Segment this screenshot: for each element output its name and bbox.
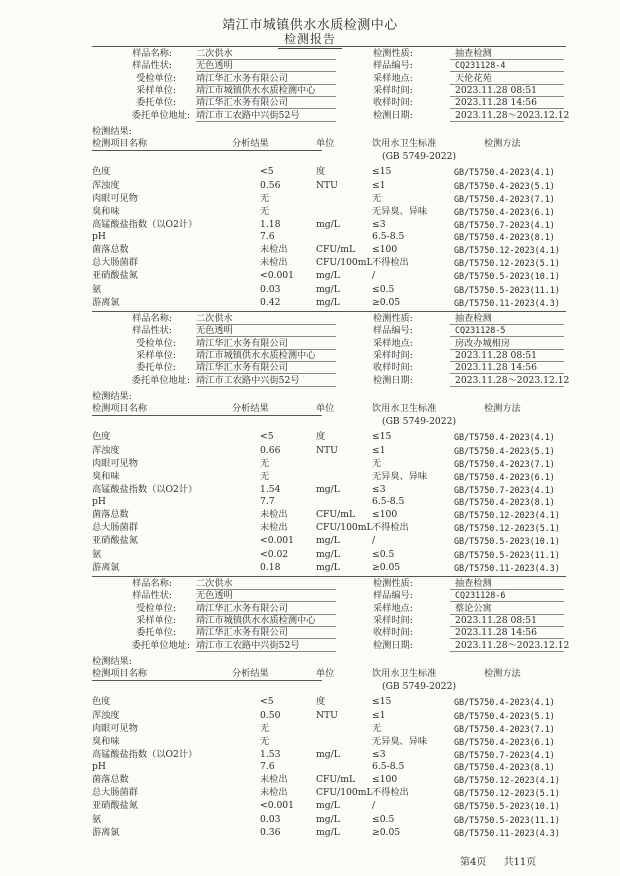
info-label: 样品编号: <box>373 590 413 602</box>
col-header-item: 检测项目名称 <box>92 668 148 679</box>
info-value: 2023.11.28 08:51 <box>455 614 538 626</box>
cell-result: 0.03 <box>260 284 281 295</box>
info-label: 采样时间: <box>373 614 413 626</box>
cell-result: 无 <box>260 458 270 469</box>
col-header-item: 检测项目名称 <box>92 138 148 149</box>
info-value: 抽查检测 <box>455 578 492 589</box>
info-label: 收样时间: <box>373 97 413 109</box>
cell-method: GB/T5750.5-2023(11.1) <box>454 285 560 295</box>
cell-item: 亚硝酸盐氮 <box>92 270 138 281</box>
cell-standard: ≤100 <box>372 244 398 255</box>
cell-item: 高锰酸盐指数（以O2计） <box>92 749 198 760</box>
cell-method: GB/T5750.11-2023(4.3) <box>454 828 560 838</box>
cell-method: GB/T5750.4-2023(7.1) <box>454 459 555 469</box>
cell-method: GB/T5750.4-2023(4.1) <box>454 697 555 707</box>
cell-method: GB/T5750.4-2023(5.1) <box>454 711 555 721</box>
cell-item: 菌落总数 <box>92 244 129 255</box>
cell-item: 色度 <box>92 166 111 177</box>
info-label: 采样单位: <box>136 349 176 361</box>
info-label: 采样时间: <box>373 349 413 361</box>
info-value: 2023.11.28 08:51 <box>455 84 538 96</box>
cell-item: 色度 <box>92 431 111 442</box>
cell-standard: 6.5-8.5 <box>372 761 405 772</box>
info-value: 无色透明 <box>196 325 233 337</box>
cell-method: GB/T5750.4-2023(8.1) <box>454 232 555 242</box>
col-header-unit: 单位 <box>316 138 335 149</box>
info-value: 靖江市城镇供水水质检测中心 <box>196 349 316 361</box>
cell-item: pH <box>92 761 106 772</box>
col-header-unit: 单位 <box>316 403 335 414</box>
info-row <box>0 324 620 337</box>
info-row <box>0 96 620 109</box>
cell-standard: ≤100 <box>372 509 398 520</box>
info-row <box>0 312 620 325</box>
page-footer <box>460 853 550 868</box>
cell-unit: mg/L <box>316 535 340 546</box>
header-underline <box>92 150 322 151</box>
cell-standard: ≥0.05 <box>372 562 401 573</box>
cell-unit: mg/L <box>316 270 340 281</box>
underline <box>196 121 336 122</box>
info-row <box>0 614 620 627</box>
cell-unit: CFU/mL <box>316 509 356 520</box>
cell-item: 氨 <box>92 549 102 560</box>
cell-result: <0.001 <box>260 800 295 811</box>
info-label: 收样时间: <box>373 362 413 374</box>
cell-result: 1.53 <box>260 749 281 760</box>
info-label: 受检单位: <box>136 602 176 614</box>
cell-method: GB/T5750.5-2023(10.1) <box>454 801 560 811</box>
cell-standard: 无异臭、异味 <box>372 206 428 217</box>
cell-result: 0.66 <box>260 445 281 456</box>
cell-method: GB/T5750.7-2023(4.1) <box>454 220 555 230</box>
info-label: 检测性质: <box>373 578 413 589</box>
cell-unit: CFU/mL <box>316 244 356 255</box>
col-header-standard-code: (GB 5749-2022) <box>382 416 457 427</box>
cell-unit: mg/L <box>316 814 340 825</box>
cell-method: GB/T5750.4-2023(4.1) <box>454 432 555 442</box>
info-label: 收样时间: <box>373 627 413 639</box>
info-label: 受检单位: <box>136 72 176 84</box>
cell-item: 肉眼可见物 <box>92 458 138 469</box>
cell-unit: NTU <box>316 180 338 191</box>
info-label: 样品名称: <box>132 48 172 59</box>
cell-item: 臭和味 <box>92 736 120 747</box>
cell-standard: / <box>372 270 376 281</box>
cell-result: 无 <box>260 193 270 204</box>
cell-item: 游离氯 <box>92 562 120 573</box>
info-value: 二次供水 <box>196 578 233 589</box>
cell-standard: ≤15 <box>372 431 392 442</box>
cell-unit: mg/L <box>316 749 340 760</box>
col-header-standard-code: (GB 5749-2022) <box>382 681 457 692</box>
header-underline <box>92 680 322 681</box>
cell-method: GB/T5750.12-2023(4.1) <box>454 775 560 785</box>
cell-item: 游离氯 <box>92 827 120 838</box>
underline <box>196 386 336 387</box>
cell-method: GB/T5750.12-2023(4.1) <box>454 510 560 520</box>
cell-standard: 不得检出 <box>372 257 409 268</box>
cell-standard: ≤3 <box>372 484 386 495</box>
info-value: CQ231128-6 <box>455 590 506 601</box>
cell-result: 未检出 <box>260 257 288 268</box>
cell-result: 0.36 <box>260 827 281 838</box>
cell-item: 总大肠菌群 <box>92 522 138 533</box>
info-value: 2023.11.28～2023.12.12 <box>455 109 570 121</box>
cell-method: GB/T5750.5-2023(11.1) <box>454 815 560 825</box>
cell-result: 未检出 <box>260 774 288 785</box>
cell-unit: mg/L <box>316 562 340 573</box>
cell-standard: 6.5-8.5 <box>372 231 405 242</box>
cell-unit: CFU/mL <box>316 774 356 785</box>
cell-result: 0.18 <box>260 562 281 573</box>
info-label: 受检单位: <box>136 337 176 349</box>
cell-standard: 不得检出 <box>372 522 409 533</box>
cell-item: 肉眼可见物 <box>92 723 138 734</box>
cell-unit: mg/L <box>316 827 340 838</box>
col-header-result: 分析结果 <box>232 403 269 414</box>
info-value: 靖江市工农路中兴街52号 <box>196 374 300 386</box>
cell-item: pH <box>92 231 106 242</box>
cell-result: 未检出 <box>260 244 288 255</box>
cell-item: 氨 <box>92 284 102 295</box>
cell-method: GB/T5750.11-2023(4.3) <box>454 298 560 308</box>
cell-unit: NTU <box>316 445 338 456</box>
info-value: 抽查检测 <box>455 48 492 59</box>
cell-result: 0.42 <box>260 297 281 308</box>
cell-unit: mg/L <box>316 297 340 308</box>
info-value: 无色透明 <box>196 60 233 72</box>
cell-unit: NTU <box>316 710 338 721</box>
info-value: 2023.11.28 14:56 <box>455 627 538 639</box>
col-header-result: 分析结果 <box>232 138 269 149</box>
info-value: 靖江华汇水务有限公司 <box>196 337 288 349</box>
cell-item: 菌落总数 <box>92 509 129 520</box>
col-header-standard: 饮用水卫生标准 <box>372 668 437 679</box>
info-row <box>0 639 620 652</box>
info-row <box>0 47 620 60</box>
info-label: 检测性质: <box>373 48 413 59</box>
cell-method: GB/T5750.4-2023(8.1) <box>454 497 555 507</box>
cell-result: 1.18 <box>260 219 281 230</box>
underline <box>450 121 564 122</box>
cell-item: 高锰酸盐指数（以O2计） <box>92 219 198 230</box>
info-value: 房改办城相房 <box>455 337 511 349</box>
info-label: 样品名称: <box>132 313 172 324</box>
col-header-method: 检测方法 <box>484 668 521 679</box>
cell-unit: CFU/100mL <box>316 787 373 798</box>
cell-standard: ≤0.5 <box>372 284 395 295</box>
info-label: 委托单位地址: <box>131 374 190 386</box>
cell-method: GB/T5750.4-2023(8.1) <box>454 762 555 772</box>
cell-result: <0.001 <box>260 270 295 281</box>
info-value: 靖江华汇水务有限公司 <box>196 72 288 84</box>
cell-result: <5 <box>260 166 274 177</box>
cell-result: 1.54 <box>260 484 281 495</box>
cell-unit: 度 <box>316 431 326 442</box>
underline <box>450 386 564 387</box>
cell-result: 0.03 <box>260 814 281 825</box>
cell-result: 未检出 <box>260 787 288 798</box>
info-label: 检测日期: <box>373 109 413 121</box>
col-header-item: 检测项目名称 <box>92 403 148 414</box>
info-value: 2023.11.28 14:56 <box>455 97 538 109</box>
cell-method: GB/T5750.4-2023(5.1) <box>454 181 555 191</box>
cell-item: 高锰酸盐指数（以O2计） <box>92 484 198 495</box>
cell-unit: mg/L <box>316 284 340 295</box>
col-header-method: 检测方法 <box>484 403 521 414</box>
results-label: 检测结果: <box>92 126 132 137</box>
cell-standard: 无 <box>372 193 382 204</box>
info-label: 样品编号: <box>373 60 413 72</box>
info-label: 委托单位地址: <box>131 109 190 121</box>
info-row <box>0 72 620 85</box>
info-value: 靖江华汇水务有限公司 <box>196 627 288 639</box>
col-header-standard: 饮用水卫生标准 <box>372 403 437 414</box>
info-value: 蔡论公寓 <box>455 602 492 614</box>
cell-item: 亚硝酸盐氮 <box>92 535 138 546</box>
cell-item: 臭和味 <box>92 471 120 482</box>
col-header-result: 分析结果 <box>232 668 269 679</box>
info-label: 采样单位: <box>136 84 176 96</box>
cell-result: 0.56 <box>260 180 281 191</box>
info-row <box>0 349 620 362</box>
info-row <box>0 602 620 615</box>
cell-unit: CFU/100mL <box>316 522 373 533</box>
cell-standard: ≤0.5 <box>372 814 395 825</box>
info-label: 样品名称: <box>132 578 172 589</box>
cell-standard: ≤1 <box>372 445 386 456</box>
info-value: 无色透明 <box>196 590 233 602</box>
info-value: CQ231128-5 <box>455 325 506 336</box>
underline <box>196 651 336 652</box>
cell-item: 菌落总数 <box>92 774 129 785</box>
cell-item: 浑浊度 <box>92 445 120 456</box>
info-value: 靖江华汇水务有限公司 <box>196 97 288 109</box>
cell-result: 7.6 <box>260 231 275 242</box>
cell-result: 无 <box>260 206 270 217</box>
info-label: 委托单位: <box>136 627 176 639</box>
cell-method: GB/T5750.12-2023(5.1) <box>454 523 560 533</box>
info-row <box>0 109 620 122</box>
cell-item: 亚硝酸盐氮 <box>92 800 138 811</box>
cell-result: <0.001 <box>260 535 295 546</box>
cell-result: 7.7 <box>260 496 275 507</box>
info-value: CQ231128-4 <box>455 60 506 71</box>
cell-standard: ≤0.5 <box>372 549 395 560</box>
info-label: 采样地点: <box>373 72 413 84</box>
info-value: 天伦花苑 <box>455 72 492 84</box>
info-value: 靖江市工农路中兴街52号 <box>196 109 300 121</box>
cell-method: GB/T5750.7-2023(4.1) <box>454 485 555 495</box>
cell-item: 总大肠菌群 <box>92 787 138 798</box>
cell-item: 肉眼可见物 <box>92 193 138 204</box>
info-label: 采样单位: <box>136 614 176 626</box>
info-row <box>0 59 620 72</box>
cell-unit: 度 <box>316 696 326 707</box>
info-value: 二次供水 <box>196 48 233 59</box>
cell-standard: ≤15 <box>372 696 392 707</box>
info-value: 靖江华汇水务有限公司 <box>196 602 288 614</box>
underline <box>450 651 564 652</box>
cell-method: GB/T5750.12-2023(5.1) <box>454 258 560 268</box>
cell-standard: ≤100 <box>372 774 398 785</box>
col-header-method: 检测方法 <box>484 138 521 149</box>
info-label: 检测日期: <box>373 639 413 651</box>
cell-method: GB/T5750.5-2023(11.1) <box>454 550 560 560</box>
info-value: 2023.11.28 14:56 <box>455 362 538 374</box>
cell-result: 无 <box>260 736 270 747</box>
info-label: 样品性状: <box>132 60 172 72</box>
cell-standard: 无异臭、异味 <box>372 471 428 482</box>
cell-standard: 无 <box>372 458 382 469</box>
cell-method: GB/T5750.4-2023(7.1) <box>454 194 555 204</box>
info-label: 委托单位地址: <box>131 639 190 651</box>
info-row <box>0 374 620 387</box>
info-value: 抽查检测 <box>455 313 492 324</box>
cell-method: GB/T5750.4-2023(6.1) <box>454 737 555 747</box>
results-label: 检测结果: <box>92 391 132 402</box>
info-row <box>0 577 620 590</box>
info-row <box>0 589 620 602</box>
cell-method: GB/T5750.4-2023(7.1) <box>454 724 555 734</box>
cell-result: 无 <box>260 723 270 734</box>
info-label: 样品性状: <box>132 325 172 337</box>
cell-method: GB/T5750.4-2023(4.1) <box>454 167 555 177</box>
cell-standard: ≥0.05 <box>372 297 401 308</box>
cell-standard: 不得检出 <box>372 787 409 798</box>
cell-standard: 无异臭、异味 <box>372 736 428 747</box>
info-row <box>0 337 620 350</box>
info-value: 2023.11.28～2023.12.12 <box>455 639 570 651</box>
info-value: 靖江市城镇供水水质检测中心 <box>196 614 316 626</box>
cell-standard: / <box>372 535 376 546</box>
info-value: 2023.11.28 08:51 <box>455 349 538 361</box>
info-label: 检测日期: <box>373 374 413 386</box>
cell-item: 浑浊度 <box>92 180 120 191</box>
cell-result: <0.02 <box>260 549 289 560</box>
cell-result: <5 <box>260 696 274 707</box>
info-row <box>0 361 620 374</box>
cell-unit: mg/L <box>316 800 340 811</box>
info-label: 委托单位: <box>136 97 176 109</box>
cell-standard: ≤3 <box>372 749 386 760</box>
cell-result: 未检出 <box>260 509 288 520</box>
cell-result: <5 <box>260 431 274 442</box>
results-label: 检测结果: <box>92 656 132 667</box>
cell-unit: mg/L <box>316 484 340 495</box>
info-label: 样品性状: <box>132 590 172 602</box>
cell-method: GB/T5750.5-2023(10.1) <box>454 536 560 546</box>
page-number: 第4页 <box>460 857 487 868</box>
cell-item: 浑浊度 <box>92 710 120 721</box>
cell-unit: mg/L <box>316 549 340 560</box>
info-label: 采样地点: <box>373 602 413 614</box>
cell-item: 总大肠菌群 <box>92 257 138 268</box>
cell-method: GB/T5750.12-2023(5.1) <box>454 788 560 798</box>
header-underline <box>92 415 322 416</box>
info-row <box>0 626 620 639</box>
cell-result: 无 <box>260 471 270 482</box>
cell-unit: 度 <box>316 166 326 177</box>
cell-standard: ≥0.05 <box>372 827 401 838</box>
cell-method: GB/T5750.5-2023(10.1) <box>454 271 560 281</box>
cell-result: 0.50 <box>260 710 281 721</box>
info-label: 检测性质: <box>373 313 413 324</box>
col-header-standard-code: (GB 5749-2022) <box>382 151 457 162</box>
cell-method: GB/T5750.7-2023(4.1) <box>454 750 555 760</box>
cell-unit: mg/L <box>316 219 340 230</box>
col-header-standard: 饮用水卫生标准 <box>372 138 437 149</box>
info-value: 靖江华汇水务有限公司 <box>196 362 288 374</box>
cell-standard: 6.5-8.5 <box>372 496 405 507</box>
cell-item: 氨 <box>92 814 102 825</box>
cell-item: pH <box>92 496 106 507</box>
info-label: 采样时间: <box>373 84 413 96</box>
info-row <box>0 84 620 97</box>
info-value: 二次供水 <box>196 313 233 324</box>
cell-standard: ≤3 <box>372 219 386 230</box>
cell-standard: / <box>372 800 376 811</box>
cell-method: GB/T5750.12-2023(4.1) <box>454 245 560 255</box>
cell-item: 色度 <box>92 696 111 707</box>
col-header-unit: 单位 <box>316 668 335 679</box>
info-label: 采样地点: <box>373 337 413 349</box>
cell-standard: ≤15 <box>372 166 392 177</box>
cell-standard: 无 <box>372 723 382 734</box>
info-value: 靖江市工农路中兴街52号 <box>196 639 300 651</box>
cell-item: 臭和味 <box>92 206 120 217</box>
cell-result: 7.6 <box>260 761 275 772</box>
cell-result: 未检出 <box>260 522 288 533</box>
info-value: 2023.11.28～2023.12.12 <box>455 374 570 386</box>
page-total: 共11页 <box>503 857 537 868</box>
info-label: 委托单位: <box>136 362 176 374</box>
cell-standard: ≤1 <box>372 180 386 191</box>
info-label: 样品编号: <box>373 325 413 337</box>
info-value: 靖江市城镇供水水质检测中心 <box>196 84 316 96</box>
cell-unit: CFU/100mL <box>316 257 373 268</box>
report-subtitle: 检测报告 <box>0 30 620 49</box>
cell-method: GB/T5750.4-2023(5.1) <box>454 446 555 456</box>
cell-item: 游离氯 <box>92 297 120 308</box>
cell-standard: ≤1 <box>372 710 386 721</box>
cell-method: GB/T5750.4-2023(6.1) <box>454 207 555 217</box>
report-org-title: 靖江市城镇供水水质检测中心 <box>222 18 398 33</box>
cell-method: GB/T5750.11-2023(4.3) <box>454 563 560 573</box>
cell-method: GB/T5750.4-2023(6.1) <box>454 472 555 482</box>
